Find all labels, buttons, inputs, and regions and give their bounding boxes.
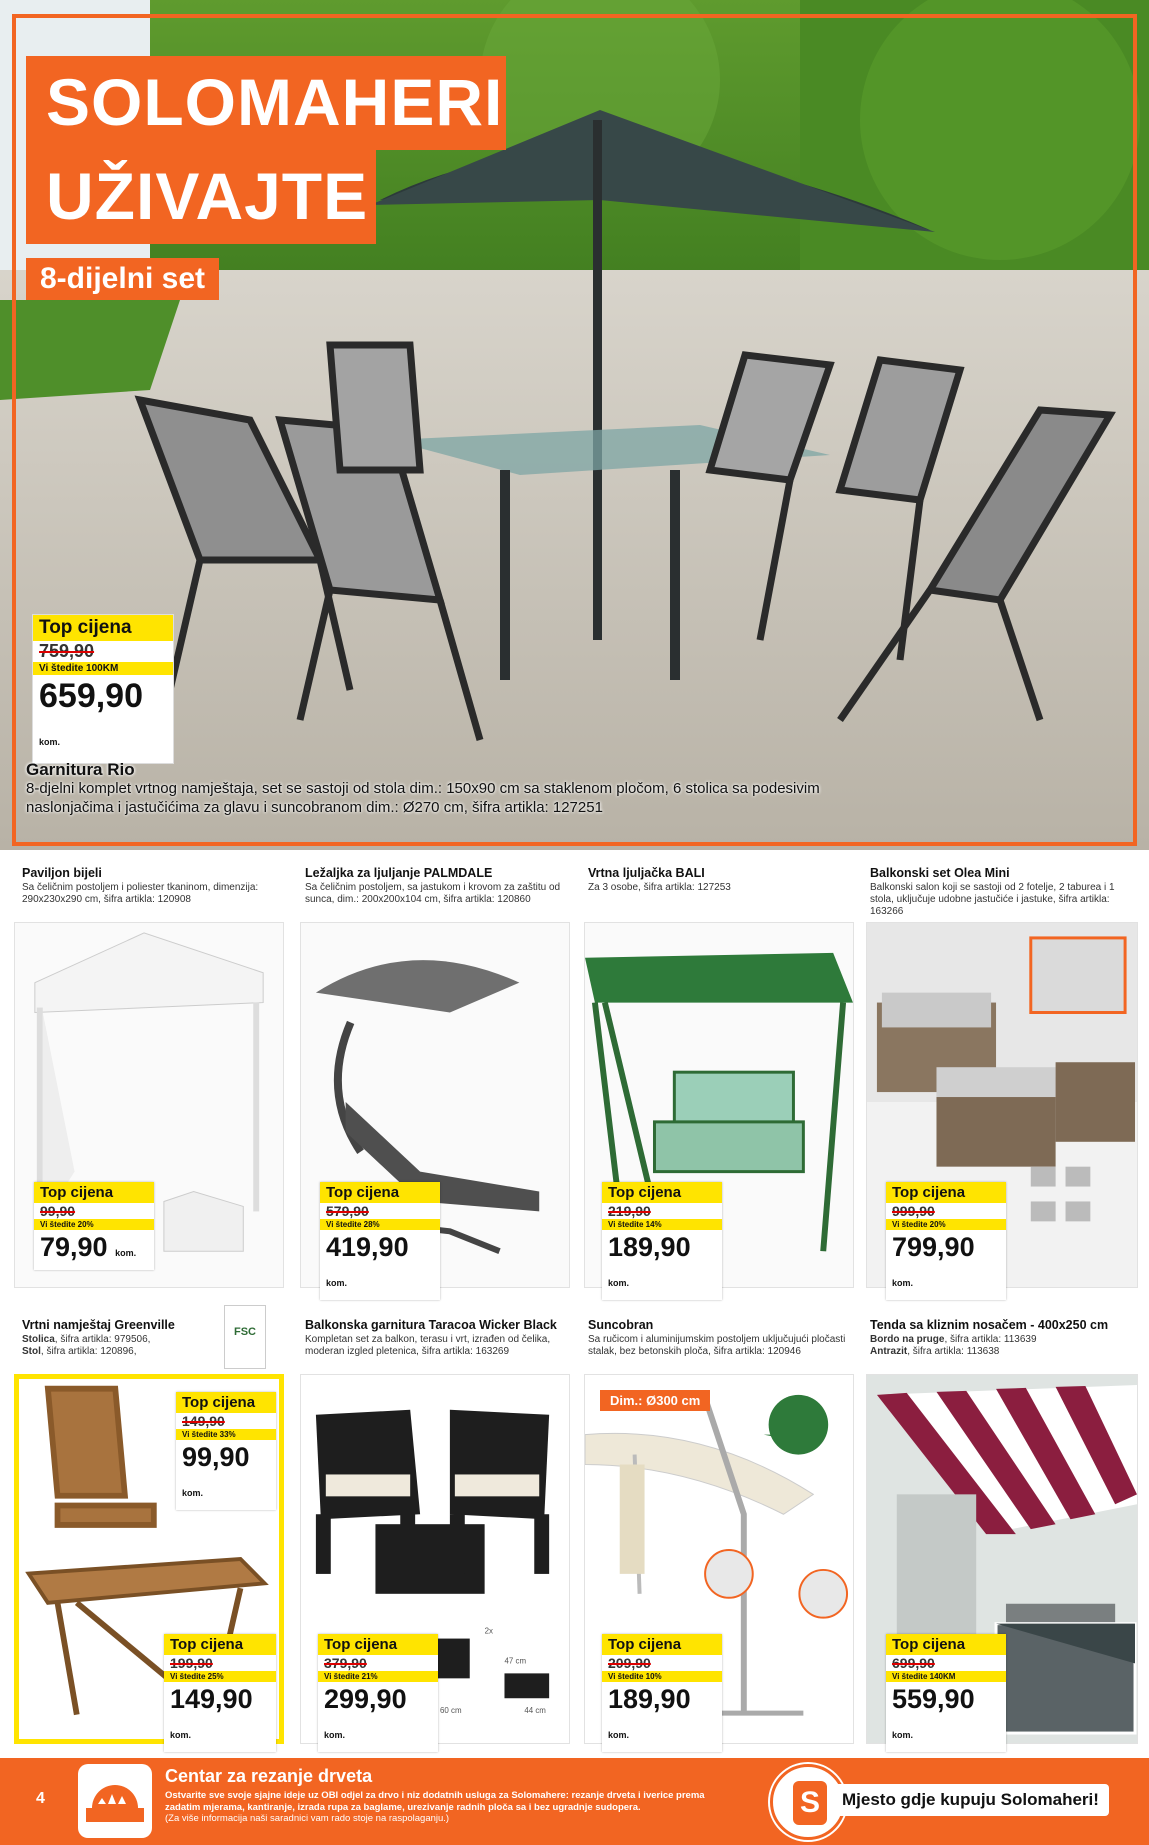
savings-text: Vi štedite 100KM [33,662,173,675]
slogan: Mjesto gdje kupuju Solomaheri! [832,1784,1109,1816]
product-desc: 8-djelni komplet vrtnog namještaja, set se sastoji od stola dim.: 150x90 cm sa staklenom pločom, 6 stolica sa podesivim naslonjačima i jastučićima za glavu i suncobranom dim.: Ø270 cm, šifra artikla: 127251 [26,780,820,816]
hero-banner [0,0,1149,850]
old-price: 219,90 [608,1203,651,1219]
product-title-tenda: Tenda sa kliznim nosačem - 400x250 cm [870,1318,1109,1332]
price-card-olea [886,1182,1006,1300]
old-price: 379,90 [324,1655,367,1671]
logo-letter: S [793,1781,827,1825]
new-price: 659,90 kom. [39,677,143,747]
price-card-taracoa [318,1634,438,1752]
hero-title-line2: UŽIVAJTE [46,159,369,233]
svg-text:47 cm: 47 cm [504,1656,527,1666]
hero-title-box [26,56,506,150]
savings-text: Vi štedite 14% [602,1219,722,1230]
dimension-badge: Dim.: Ø300 cm [600,1390,710,1411]
product-title-suncobran: Suncobran [588,1318,654,1332]
price-label: Top cijena [320,1182,440,1203]
hero-title-box-2 [26,150,376,244]
savings-text: Vi štedite 33% [176,1429,276,1440]
product-title-palmdale: Ležaljka za ljuljanje PALMDALE [305,866,493,880]
savings-text: Vi štedite 20% [34,1219,154,1230]
price-card-greenville-chair [176,1392,276,1510]
footer-banner [0,1758,1149,1845]
new-price: 79,90 kom. [40,1232,137,1262]
new-price: 299,90 kom. [324,1684,407,1740]
price-label: Top cijena [886,1182,1006,1203]
product-desc-paviljon: Sa čeličnim postoljem i poliester tkaninom, dimenzija: 290x230x290 cm, šifra artikla: 120908 [22,882,259,905]
new-price: 419,90 kom. [326,1232,409,1288]
product-title-greenville: Vrtni namještaj Greenville [22,1318,175,1332]
footer-note: (Za više informacija naši saradnici vam rado stoje na raspolaganju.) [165,1813,450,1824]
product-name: Garnitura Rio [26,760,135,779]
product-title-paviljon: Paviljon bijeli [22,866,102,880]
price-label: Top cijena [318,1634,438,1655]
price-label: Top cijena [34,1182,154,1203]
savings-text: Vi štedite 28% [320,1219,440,1230]
price-card-bali [602,1182,722,1300]
footer-text: Ostvarite sve svoje sjajne ideje uz OBI odjel za drvo i niz dodatnih usluga za Solomahere: rezanje drveta i iverice prema zadatim mjerama, kantiranje, izrada rupa za baglame, urezivanje radnih ploča sa i bez ugradnje sudopera. (Za više informacija naši saradnici vam rado stoje na raspolaganju.) [165,1790,705,1824]
product-desc-greenville: Stolica, šifra artikla: 979506, Stol, šifra artikla: 120896, [22,1334,151,1357]
old-price: 99,90 [40,1203,76,1219]
product-title-bali: Vrtna ljuljačka BALI [588,866,705,880]
price-label: Top cijena [886,1634,1006,1655]
price-card-paviljon [34,1182,154,1270]
price-card-greenville-table [164,1634,276,1752]
svg-text:44 cm: 44 cm [524,1706,546,1716]
price-unit: kom. [39,737,61,747]
price-label: Top cijena [602,1634,722,1655]
new-price: 189,90 kom. [608,1684,691,1740]
price-card-palmdale [320,1182,440,1300]
savings-text: Vi štedite 21% [318,1671,438,1682]
product-title-taracoa: Balkonska garnitura Taracoa Wicker Black [305,1318,557,1332]
page-number: 4 [36,1790,45,1807]
price-label: Top cijena [602,1182,722,1203]
hero-title-line1: SOLOMAHERI [46,65,504,139]
product-title-olea: Balkonski set Olea Mini [870,866,1010,880]
new-price: 559,90 kom. [892,1684,975,1740]
product-desc-tenda: Bordo na pruge, šifra artikla: 113639 Antrazit, šifra artikla: 113638 [870,1334,1037,1357]
svg-text:2x: 2x [484,1626,494,1636]
hero-price-card [32,614,174,764]
footer-title: Centar za rezanje drveta [165,1766,373,1786]
product-desc-suncobran: Sa ručicom i aluminijumskim postoljem uključujući pločasti stalak, bez betonskih ploča, šifra artikla: 120946 [588,1334,846,1357]
price-label: Top cijena [176,1392,276,1413]
product-desc-palmdale: Sa čeličnim postoljem, sa jastukom i krovom za zaštitu od sunca, dim.: 200x200x104 cm, šifra artikla: 120860 [305,882,561,905]
hero-subtitle: 8-dijelni set [26,258,219,300]
hero-description [26,760,826,817]
new-price: 799,90 kom. [892,1232,975,1288]
old-price: 149,90 [182,1413,225,1429]
savings-text: Vi štedite 25% [164,1671,276,1682]
savings-text: Vi štedite 140KM [886,1671,1006,1682]
savings-text: Vi štedite 20% [886,1219,1006,1230]
old-price: 579,90 [326,1203,369,1219]
product-desc-olea: Balkonski salon koji se sastoji od 2 fotelje, 2 taburea i 1 stola, uključuje udobne jastučiće i jastuke, šifra artikla: 163266 [870,882,1115,917]
price-card-suncobran [602,1634,722,1752]
price-card-tenda [886,1634,1006,1752]
product-desc-taracoa: Kompletan set za balkon, terasu i vrt, izrađen od čelika, moderan izgled pletenica, šifra artikla: 163269 [305,1334,551,1357]
savings-text: Vi štedite 10% [602,1671,722,1682]
new-price: 149,90 kom. [170,1684,253,1740]
old-price: 199,90 [170,1655,213,1671]
price-label: Top cijena [33,615,173,641]
saw-blade-icon [78,1764,152,1838]
old-price: 759,90 [39,641,95,661]
new-price: 189,90 kom. [608,1232,691,1288]
fsc-logo-icon: FSC [224,1305,266,1369]
svg-text:60 cm: 60 cm [439,1706,462,1716]
product-desc-bali: Za 3 osobe, šifra artikla: 127253 [588,882,731,893]
price-label: Top cijena [164,1634,276,1655]
new-price: 99,90 kom. [182,1442,250,1498]
old-price: 699,90 [892,1655,935,1671]
old-price: 209,90 [608,1655,651,1671]
old-price: 999,90 [892,1203,935,1219]
